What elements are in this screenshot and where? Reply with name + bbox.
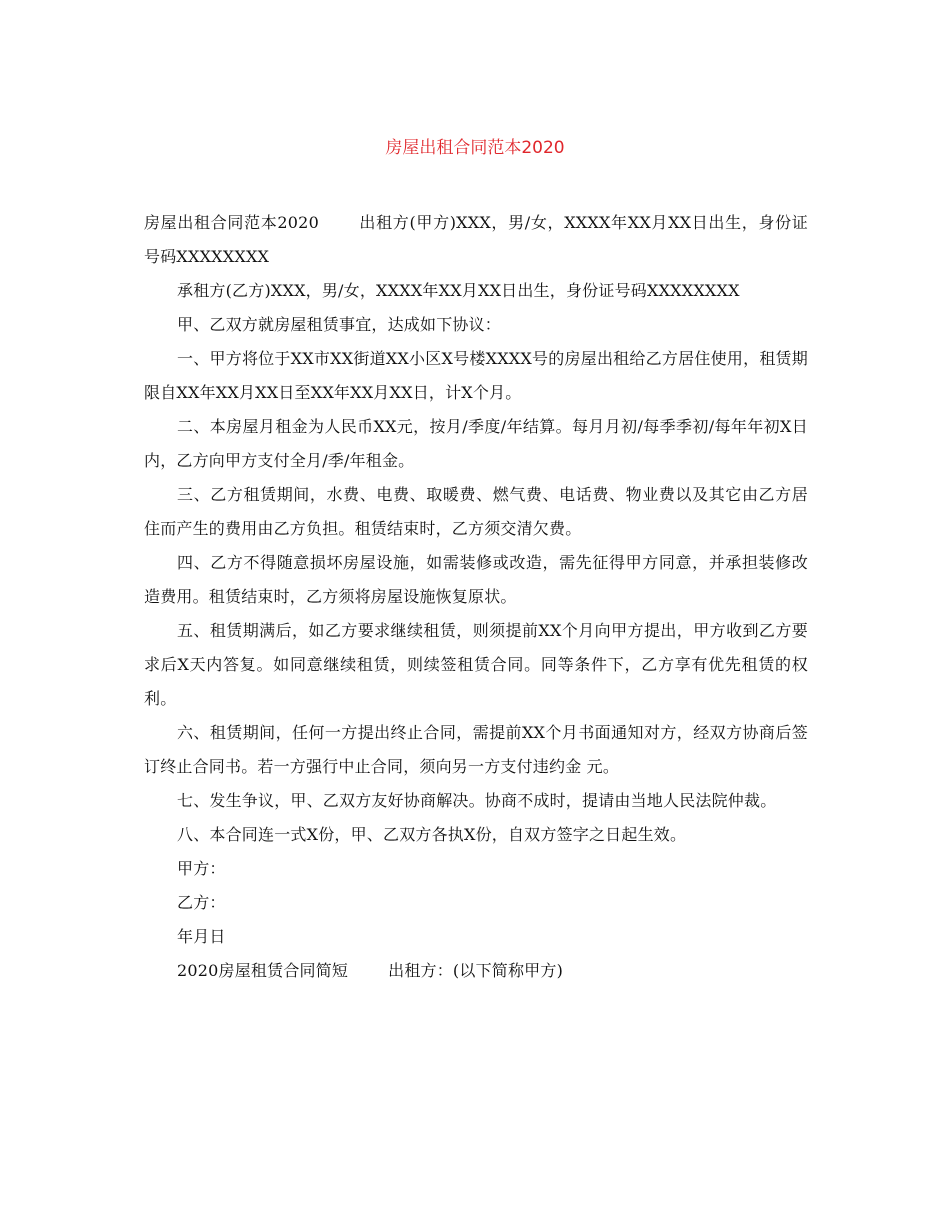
paragraph-intro — [144, 206, 808, 274]
document-body — [144, 206, 808, 988]
clause-4: 四、乙方不得随意损坏房屋设施，如需装修或改造，需先征得甲方同意，并承担装修改造费用。租赁结束时，乙方须将房屋设施恢复原状。 — [144, 553, 808, 606]
lessor-info: 出租方(甲方)XXX，男/女，XXXX年XX月XX日出生，身份证号码XXXXXXXX — [144, 213, 808, 266]
next-lessor-label: 出租方：(以下简称甲方) — [388, 961, 564, 980]
clause-8: 八、本合同连一式X份，甲、乙双方各执X份，自双方签字之日起生效。 — [177, 825, 687, 844]
document-title: 房屋出租合同范本2020 — [385, 138, 565, 158]
signature-party-a: 甲方： — [177, 859, 226, 878]
signature-date: 年月日 — [177, 927, 226, 946]
paragraph-lessee: 承租方(乙方)XXX，男/女，XXXX年XX月XX日出生，身份证号码XXXXXXXX — [177, 281, 740, 300]
clause-2: 二、本房屋月租金为人民币XX元，按月/季度/年结算。每月月初/每季季初/每年年初X日内，乙方向甲方支付全月/季/年租金。 — [144, 417, 808, 470]
clause-1: 一、甲方将位于XX市XX街道XX小区X号楼XXXX号的房屋出租给乙方居住使用，租赁期限自XX年XX月XX日至XX年XX月XX日，计X个月。 — [144, 349, 808, 402]
signature-party-b: 乙方： — [177, 893, 226, 912]
intro-heading: 房屋出租合同范本2020 — [144, 213, 319, 232]
clause-7: 七、发生争议，甲、乙双方友好协商解决。协商不成时，提请由当地人民法院仲裁。 — [177, 791, 777, 810]
clause-3: 三、乙方租赁期间，水费、电费、取暖费、燃气费、电话费、物业费以及其它由乙方居住而产生的费用由乙方负担。租赁结束时，乙方须交清欠费。 — [144, 485, 808, 538]
paragraph-agreement: 甲、乙双方就房屋租赁事宜，达成如下协议： — [177, 315, 502, 334]
paragraph-next-contract — [144, 954, 808, 988]
clause-6: 六、租赁期间，任何一方提出终止合同，需提前XX个月书面通知对方，经双方协商后签订终止合同书。若一方强行中止合同，须向另一方支付违约金 元。 — [144, 723, 808, 776]
clause-5: 五、租赁期满后，如乙方要求继续租赁，则须提前XX个月向甲方提出，甲方收到乙方要求后X天内答复。如同意继续租赁，则续签租赁合同。同等条件下，乙方享有优先租赁的权利。 — [144, 621, 808, 708]
next-contract-title: 2020房屋租赁合同简短 — [177, 961, 349, 980]
